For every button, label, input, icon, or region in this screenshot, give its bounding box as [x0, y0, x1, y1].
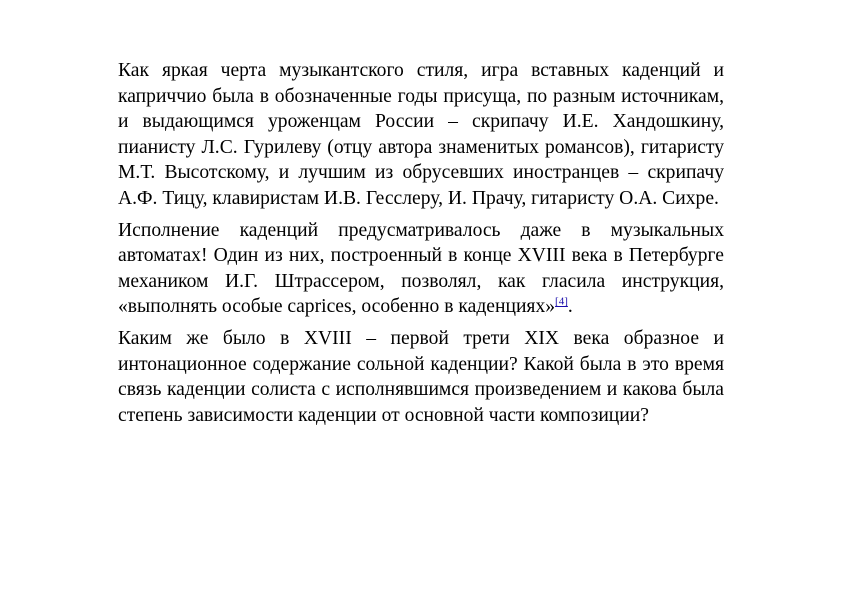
footnote-link[interactable]: [4] [555, 295, 568, 308]
document-body [118, 58, 724, 434]
paragraph-2-text: Исполнение каденций предусматривалось даже в музыкальных автоматах! Один из них, построенный в конце XVIII века в Петербурге механиком И.Г. Штрассером, позволял, как гласила инструкция, «выполнять особые caprices, особенно в каденциях» [118, 219, 724, 318]
paragraph-2 [118, 218, 724, 320]
paragraph-3: Каким же было в XVIII – первой трети XIX века образное и интонационное содержание сольной каденции? Какой была в это время связь каденции солиста с исполнявшимся произведением и какова была степень зависимости каденции от основной части композиции? [118, 327, 724, 426]
paragraph-1: Как яркая черта музыкантского стиля, игра вставных каденций и каприччио была в обозначенные годы присуща, по разным источникам, и выдающимся уроженцам России – скрипачу И.Е. Хандошкину, пианисту Л.С. Гурилеву (отцу автора знаменитых романсов), гитаристу М.Т. Высотскому, и лучшим из обрусевших иностранцев – скрипачу А.Ф. Тицу, клавиристам И.В. Гесслеру, И. Прачу, гитаристу О.А. Сихре. [118, 60, 724, 209]
paragraph-2-end: . [567, 296, 573, 318]
